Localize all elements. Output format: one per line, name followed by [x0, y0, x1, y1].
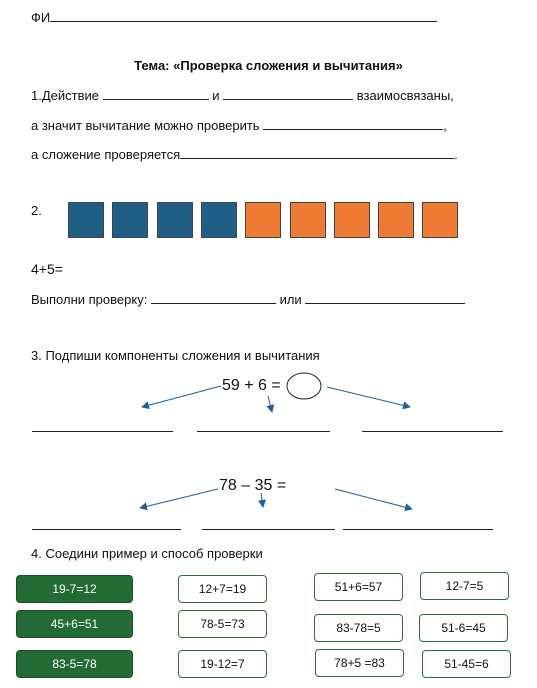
check-box-a2[interactable]: 78-5=73	[178, 610, 267, 638]
task2-or-label: или	[279, 292, 302, 307]
arrow-left-1	[142, 386, 221, 407]
component-blank-6[interactable]	[343, 529, 493, 530]
task1-line3-text: а сложение проверяется	[31, 147, 181, 162]
check-box-c3[interactable]: 51-45=6	[422, 650, 511, 678]
name-label: ФИ	[31, 10, 51, 25]
example-box-2[interactable]: 45+6=51	[16, 610, 133, 638]
task2-expression: 4+5=	[31, 261, 63, 277]
answer-circle[interactable]	[287, 373, 321, 399]
arrow-mid-2	[261, 493, 263, 507]
task1-line1-end: взаимосвязаны,	[356, 88, 454, 103]
task1-line2-end: ,	[443, 118, 447, 133]
component-blank-4[interactable]	[32, 529, 181, 530]
task1-line1-mid: и	[212, 88, 220, 103]
arrow-mid-1	[268, 396, 272, 412]
component-blank-3[interactable]	[362, 431, 503, 432]
task3-heading: 3. Подпиши компоненты сложения и вычитания	[31, 348, 320, 363]
check-box-a3[interactable]: 19-12=7	[178, 650, 267, 678]
task1-line1-start: 1.Действие	[31, 88, 99, 103]
task3-expression-1: 59 + 6 =	[222, 377, 281, 394]
check-box-b1[interactable]: 51+6=57	[314, 573, 403, 601]
task4-heading: 4. Соедини пример и способ проверки	[31, 546, 263, 561]
task2-check-label: Выполни проверку:	[31, 292, 148, 307]
task1-line2-text: а значит вычитание можно проверить	[31, 118, 260, 133]
check-box-a1[interactable]: 12+7=19	[178, 575, 267, 603]
example-box-1[interactable]: 19-7=12	[16, 575, 133, 603]
task3-expression-2: 78 – 35 =	[219, 477, 287, 494]
example-box-3[interactable]: 83-5=78	[16, 650, 133, 678]
component-blank-2[interactable]	[197, 431, 330, 432]
check-box-b3[interactable]: 78+5 =83	[315, 649, 404, 677]
check-box-b2[interactable]: 83-78=5	[314, 614, 403, 642]
task1-line3-end: .	[454, 147, 458, 162]
check-box-c1[interactable]: 12-7=5	[420, 572, 509, 600]
check-box-c2[interactable]: 51-6=45	[419, 614, 508, 642]
arrow-right-2	[335, 489, 412, 509]
arrow-left-2	[140, 489, 218, 508]
arrow-right-1	[327, 387, 410, 407]
component-blank-1[interactable]	[32, 431, 173, 432]
page-title: Тема: «Проверка сложения и вычитания»	[134, 58, 403, 73]
task2-number: 2.	[31, 203, 42, 218]
component-blank-5[interactable]	[202, 529, 335, 530]
